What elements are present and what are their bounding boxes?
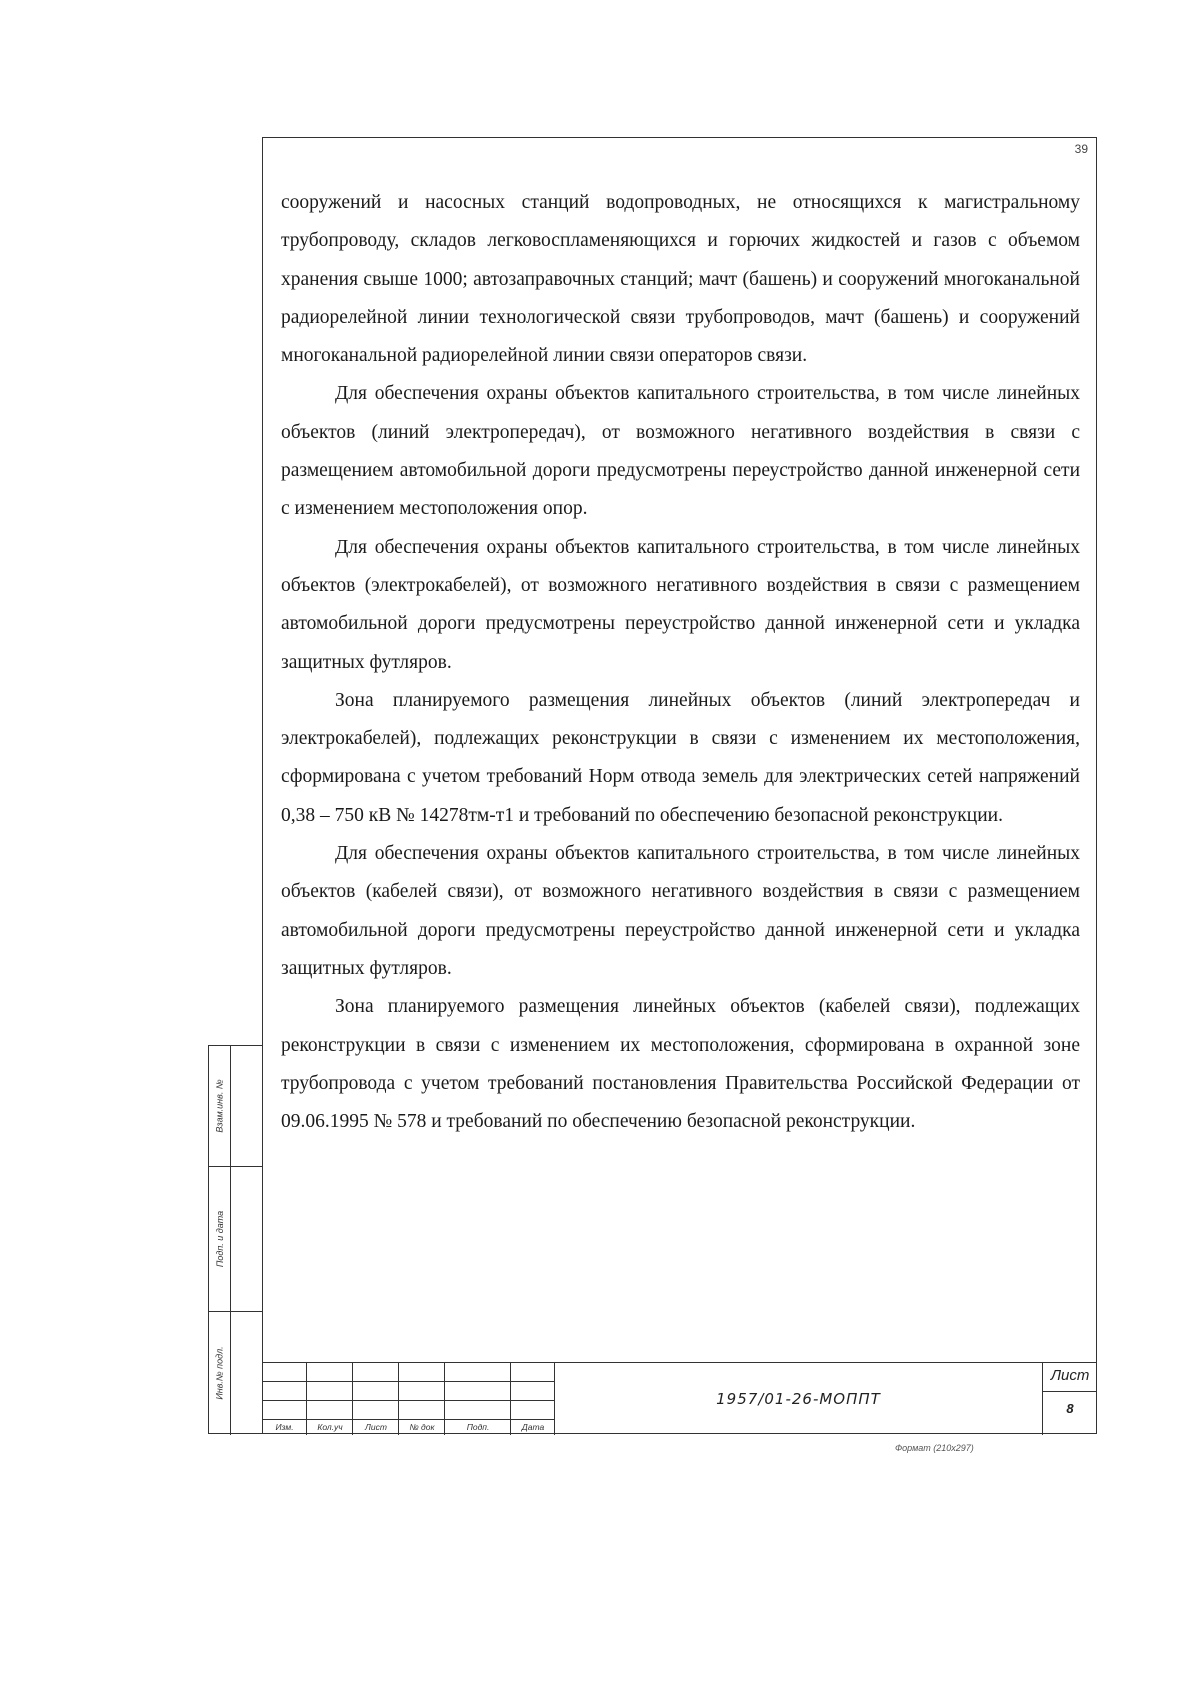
paragraph-6: Зона планируемого размещения линейных объектов (кабелей связи), подлежащих реконструкции в связи с изменением их местоположения, сформирована в охранной зоне трубопровода с учетом требований постановления Правительства Российской Федерации от 09.06.1995 № 578 и требований по обеспечению безопасной реконструкции. bbox=[281, 996, 1080, 1133]
side-label-signature-date: Подп. и дата bbox=[215, 1210, 225, 1267]
document-code: 1957/01-26-МОППТ bbox=[716, 1390, 881, 1408]
sheet-cell bbox=[1042, 1363, 1097, 1435]
side-label-replacement-inv: Взам.инв. № bbox=[215, 1079, 226, 1133]
tb-head-kol: Кол.уч bbox=[317, 1422, 343, 1432]
paragraph-1: сооружений и насосных станций водопроводных, не относящихся к магистральному трубопроводу, складов легковоспламеняющихся и горючих жидкостей и газов с объемом хранения свыше 1000; автозаправочных станций; мачт (башень) и сооружений многоканальной радиорелейной линии технологической связи трубопроводов, мачт (башень) и сооружений многоканальной радиорелейной линии связи операторов связи. bbox=[281, 192, 1080, 367]
side-label-original-inv: Инв.№ подл. bbox=[215, 1346, 226, 1400]
body-text bbox=[281, 184, 1080, 1141]
tb-head-list: Лист bbox=[365, 1422, 387, 1432]
side-row-original-inv bbox=[209, 1311, 262, 1435]
page-number: 39 bbox=[1074, 142, 1088, 156]
paragraph-2: Для обеспечения охраны объектов капитального строительства, в том числе линейных объектов (линий электропередач), от возможного негативного воздействия в связи с размещением автомобильной дороги предусмотрены переустройство данной инженерной сети с изменением местоположения опор. bbox=[281, 383, 1080, 520]
sheet-label: Лист bbox=[1050, 1367, 1090, 1384]
title-block bbox=[262, 1362, 1097, 1434]
paragraph-3: Для обеспечения охраны объектов капитального строительства, в том числе линейных объектов (электрокабелей), от возможного негативного воздействия в связи с размещением автомобильной дороги предусмотрены переустройство данной инженерной сети и укладка защитных футляров. bbox=[281, 536, 1080, 673]
side-row-replacement-inv bbox=[209, 1046, 262, 1167]
tb-head-izm: Изм. bbox=[275, 1422, 294, 1432]
format-note: Формат (210х297) bbox=[895, 1443, 974, 1453]
tb-head-data: Дата bbox=[521, 1422, 545, 1432]
page-frame bbox=[262, 137, 1097, 1434]
side-row-signature-date bbox=[209, 1166, 262, 1312]
tb-head-podp: Подп. bbox=[466, 1422, 490, 1432]
paragraph-4: Зона планируемого размещения линейных объектов (линий электропередач и электрокабелей), подлежащих реконструкции в связи с изменением их местоположения, сформирована с учетом требований Норм отвода земель для электрических сетей напряжений 0,38 – 750 кВ № 14278тм-т1 и требований по обеспечению безопасной реконструкции. bbox=[281, 689, 1080, 826]
tb-head-ndok: № док bbox=[409, 1422, 435, 1432]
sheet-number: 8 bbox=[1066, 1401, 1074, 1416]
side-stamp bbox=[208, 1045, 262, 1434]
paragraph-5: Для обеспечения охраны объектов капитального строительства, в том числе линейных объектов (кабелей связи), от возможного негативного воздействия в связи с размещением автомобильной дороги предусмотрены переустройство данной инженерной сети и укладка защитных футляров. bbox=[281, 843, 1080, 979]
